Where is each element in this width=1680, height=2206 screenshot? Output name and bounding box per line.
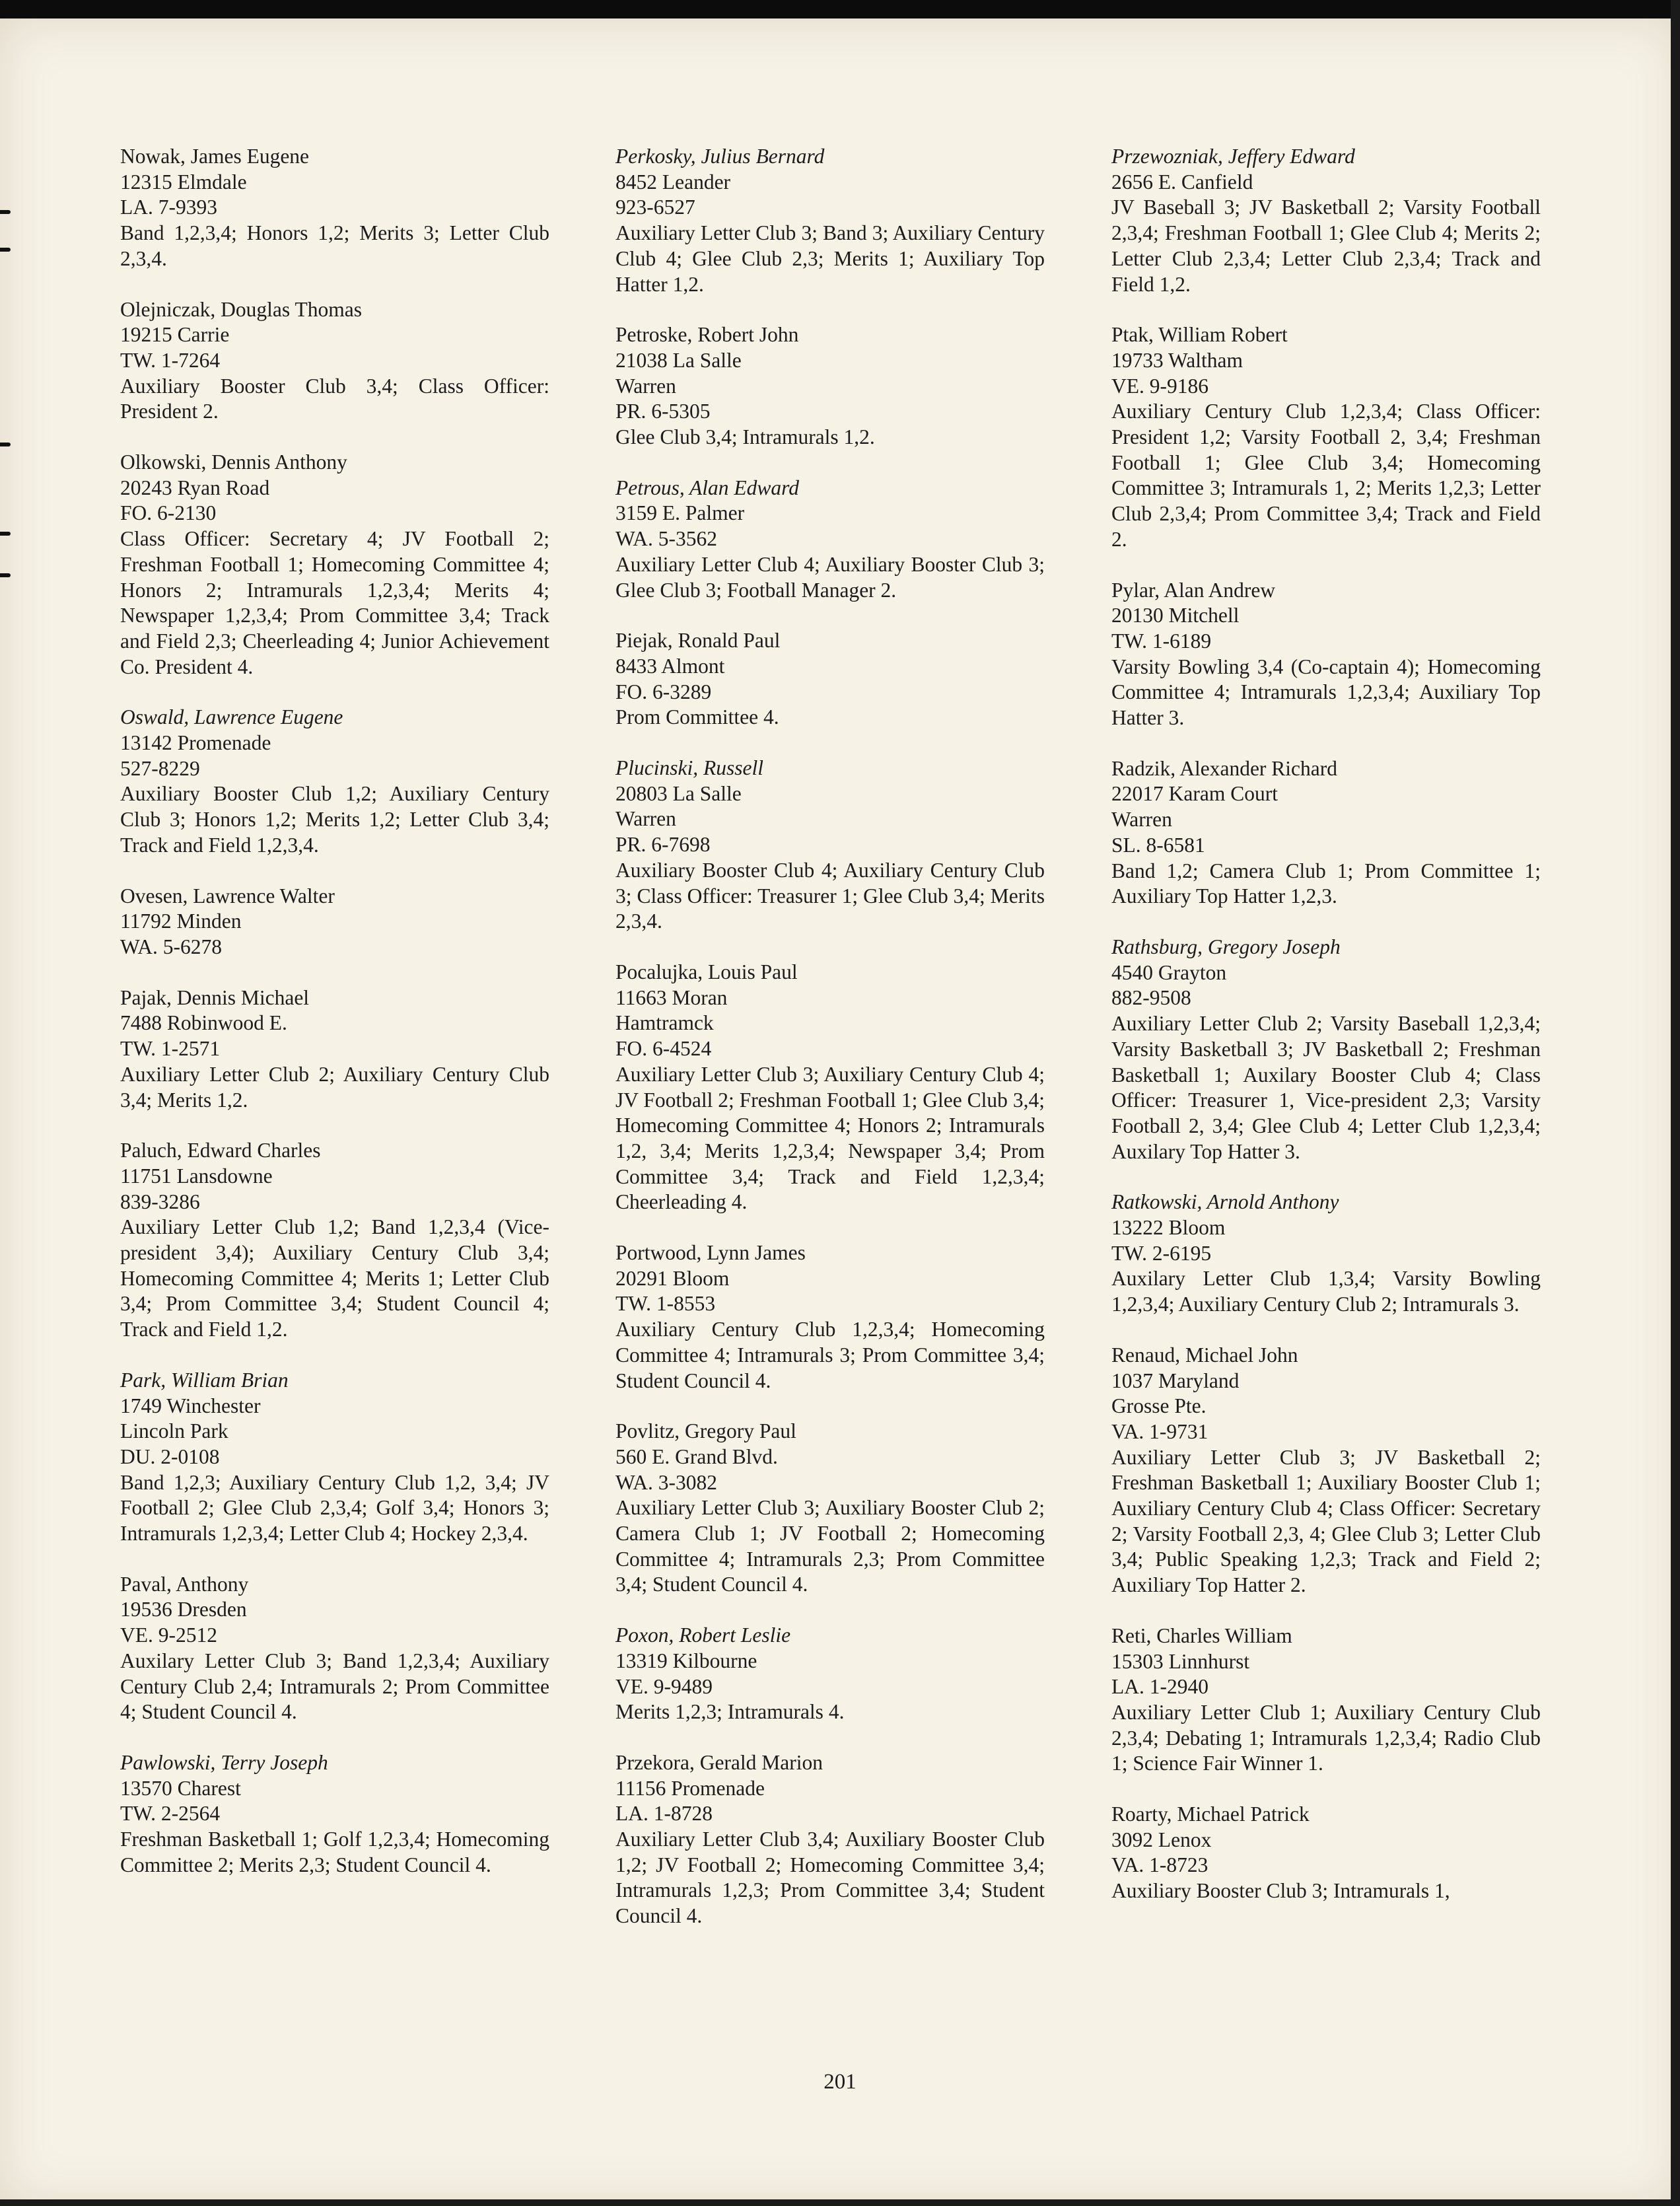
student-activities: Band 1,2,3; Auxiliary Century Club 1,2, 3,4; JV Football 2; Glee Club 2,3,4; Golf 3,4; Honors 3; Intramurals 1,2,3,4; Letter Club 4; Hockey 2,3,4. [120, 1470, 549, 1546]
student-entry [615, 960, 1045, 1215]
student-activities: Auxiliary Letter Club 1,2; Band 1,2,3,4 (Vice-president 3,4); Auxiliary Century Club 3,4; Homecoming Committee 4; Merits 1; Letter Club 3,4; Prom Committee 3,4; Student Council 4; Track and Field 1,2. [120, 1215, 549, 1341]
student-activities: Auxiliary Booster Club 3; Intramurals 1, [1111, 1879, 1450, 1903]
student-address: 13222 Bloom [1111, 1216, 1226, 1240]
student-name: Rathsburg, Gregory Joseph [1111, 935, 1341, 958]
student-name: Pylar, Alan Andrew [1111, 578, 1276, 602]
student-name: Park, William Brian [120, 1368, 289, 1392]
student-activities: JV Baseball 3; JV Basketball 2; Varsity Football 2,3,4; Freshman Football 1; Glee Club 4; Merits 2; Letter Club 2,3,4; Letter Club 2,3,4; Track and Field 1,2. [1111, 196, 1541, 296]
student-entry [1111, 756, 1541, 909]
student-phone: PR. 6-7698 [615, 833, 711, 857]
student-address: 12315 Elmdale [120, 170, 247, 194]
student-phone: SL. 8-6581 [1111, 833, 1205, 857]
student-entry [615, 628, 1045, 730]
student-phone: TW. 2-6195 [1111, 1241, 1212, 1265]
column-1 [120, 144, 549, 1903]
student-entry [615, 1623, 1045, 1725]
student-activities: Auxiliary Letter Club 3; JV Basketball 2; Freshman Basketball 1; Auxiliary Booster Club 1; Auxiliary Century Club 4; Class Officer: Secretary 2; Varsity Football 2,3, 4; Glee Club 3; Letter Club 3,4; Public Speaking 1,2,3; Track and Field 2; Auxiliary Top Hatter 2. [1111, 1445, 1541, 1597]
student-name: Oswald, Lawrence Eugene [120, 705, 343, 729]
student-address: 11663 Moran [615, 985, 728, 1009]
student-activities: Auxiliary Booster Club 1,2; Auxiliary Century Club 3; Honors 1,2; Merits 1,2; Letter Club 3,4; Track and Field 1,2,3,4. [120, 782, 549, 857]
student-phone: WA. 5-3562 [615, 527, 717, 551]
student-entry [615, 476, 1045, 604]
column-2 [615, 144, 1045, 1954]
student-name: Przekora, Gerald Marion [615, 1750, 823, 1774]
student-entry [615, 144, 1045, 297]
student-name: Paluch, Edward Charles [120, 1139, 321, 1162]
student-address: 20291 Bloom [615, 1266, 730, 1290]
student-name: Przewozniak, Jeffery Edward [1111, 145, 1355, 168]
student-address: 20803 La Salle [615, 781, 742, 805]
student-phone: WA. 3-3082 [615, 1470, 717, 1494]
student-name: Piejak, Ronald Paul [615, 629, 781, 653]
student-address: 560 E. Grand Blvd. [615, 1444, 778, 1468]
student-activities: Prom Committee 4. [615, 705, 779, 729]
student-address: 3092 Lenox [1111, 1828, 1212, 1851]
student-activities: Auxilary Letter Club 3; Band 1,2,3,4; Auxiliary Century Club 2,4; Intramurals 2; Prom Committee 4; Student Council 4. [120, 1649, 549, 1724]
student-entry [1111, 578, 1541, 731]
student-phone: TW. 1-6189 [1111, 629, 1212, 653]
student-address: 3159 E. Palmer [615, 501, 745, 525]
student-address: Warren [615, 374, 676, 398]
student-entry [120, 705, 549, 858]
student-phone: TW. 1-7264 [120, 348, 221, 372]
student-phone: 923-6527 [615, 196, 695, 219]
student-name: Roarty, Michael Patrick [1111, 1802, 1310, 1826]
binding-mark [0, 532, 11, 536]
student-phone: VA. 1-8723 [1111, 1853, 1208, 1877]
student-phone: LA. 1-8728 [615, 1802, 713, 1826]
student-address: 21038 La Salle [615, 348, 742, 372]
student-address: 11156 Promenade [615, 1776, 765, 1800]
student-address: 19536 Dresden [120, 1598, 247, 1621]
student-address: 8433 Almont [615, 654, 725, 678]
student-entry [120, 1572, 549, 1725]
student-activities: Merits 1,2,3; Intramurals 4. [615, 1700, 845, 1724]
student-activities: Auxiliary Letter Club 4; Auxiliary Booster Club 3; Glee Club 3; Football Manager 2. [615, 552, 1045, 602]
student-entry [120, 1750, 549, 1878]
binding-mark [0, 248, 11, 252]
student-entry [1111, 935, 1541, 1164]
student-entry [1111, 322, 1541, 552]
binding-mark [0, 443, 11, 446]
student-name: Petrous, Alan Edward [615, 476, 799, 499]
student-phone: FO. 6-4524 [615, 1037, 712, 1061]
student-activities: Class Officer: Secretary 4; JV Football 2; Freshman Football 1; Homecoming Committee 4; Honors 2; Intramurals 1,2,3,4; Merits 4; Newspaper 1,2,3,4; Prom Committee 3,4; Track and Field 2,3; Cheerleading 4; Junior Achievement Co. President 4. [120, 527, 549, 678]
student-name: Olkowski, Dennis Anthony [120, 450, 347, 474]
student-address: 4540 Grayton [1111, 960, 1227, 984]
student-entry [120, 450, 549, 680]
student-name: Ovesen, Lawrence Walter [120, 884, 335, 907]
student-entry [120, 1138, 549, 1343]
student-address: 19733 Waltham [1111, 348, 1243, 372]
scan-right-edge [1671, 0, 1680, 2206]
student-activities: Auxiliary Century Club 1,2,3,4; Class Officer: President 1,2; Varsity Football 2, 3,4; Freshman Football 1; Glee Club 3,4; Homecoming Committee 3; Intramurals 1, 2; Merits 1,2,3; Letter Club 2,3,4; Prom Committee 3,4; Track and Field 2. [1111, 400, 1541, 551]
student-address: 11751 Lansdowne [120, 1164, 273, 1188]
student-address: Hamtramck [615, 1011, 714, 1035]
student-activities: Auxiliary Century Club 1,2,3,4; Homecoming Committee 4; Intramurals 3; Prom Committee 3,4; Student Council 4. [615, 1318, 1045, 1392]
student-name: Povlitz, Gregory Paul [615, 1419, 796, 1443]
student-phone: FO. 6-3289 [615, 680, 712, 703]
student-entry [615, 1750, 1045, 1929]
student-name: Ptak, William Robert [1111, 323, 1288, 347]
yearbook-page [0, 18, 1680, 2206]
student-address: Warren [1111, 808, 1172, 832]
student-address: 13319 Kilbourne [615, 1649, 757, 1672]
student-entry [1111, 1802, 1541, 1904]
student-phone: VE. 9-2512 [120, 1623, 217, 1647]
student-activities: Auxiliary Booster Club 3,4; Class Officer: President 2. [120, 374, 549, 423]
student-activities: Auxiliary Booster Club 4; Auxiliary Century Club 3; Class Officer: Treasurer 1; Glee Club 3,4; Merits 2,3,4. [615, 858, 1045, 933]
student-address: 2656 E. Canfield [1111, 170, 1253, 194]
student-address: 11792 Minden [120, 909, 242, 933]
student-entry [120, 1368, 549, 1547]
student-address: 8452 Leander [615, 170, 731, 194]
student-activities: Band 1,2; Camera Club 1; Prom Committee 1; Auxiliary Top Hatter 1,2,3. [1111, 859, 1541, 908]
student-address: 20243 Ryan Road [120, 476, 270, 499]
student-activities: Varsity Bowling 3,4 (Co-captain 4); Homecoming Committee 4; Intramurals 1,2,3,4; Auxiliary Top Hatter 3. [1111, 655, 1541, 730]
student-phone: 527-8229 [120, 756, 200, 780]
student-phone: TW. 1-8553 [615, 1292, 716, 1316]
student-entry [120, 144, 549, 272]
student-name: Petroske, Robert John [615, 323, 799, 347]
student-name: Paval, Anthony [120, 1572, 249, 1596]
student-phone: LA. 7-9393 [120, 196, 217, 219]
student-entry [615, 756, 1045, 935]
student-address: Lincoln Park [120, 1419, 228, 1443]
student-name: Portwood, Lynn James [615, 1241, 806, 1265]
student-address: 15303 Linnhurst [1111, 1649, 1250, 1673]
student-entry [615, 1240, 1045, 1394]
student-address: 1749 Winchester [120, 1394, 261, 1417]
student-address: 7488 Robinwood E. [120, 1011, 287, 1035]
student-address: 13142 Promenade [120, 731, 271, 755]
scan-bottom-edge [0, 2199, 1680, 2206]
column-3 [1111, 144, 1541, 1929]
student-entry [1111, 1623, 1541, 1777]
student-activities: Auxiliary Letter Club 3; Auxiliary Century Club 4; JV Football 2; Freshman Football 1; Glee Club 3,4; Homecoming Committee 4; Honors 2; Intramurals 1,2, 3,4; Merits 1,2,3,4; Newspaper 3,4; Prom Committee 3,4; Track and Field 1,2,3,4; Cheerleading 4. [615, 1062, 1045, 1214]
student-name: Poxon, Robert Leslie [615, 1623, 791, 1647]
student-activities: Auxiliary Letter Club 2; Varsity Baseball 1,2,3,4; Varsity Basketball 3; JV Basketball 2; Freshman Basketball 1; Auxilary Booster Club 4; Class Officer: Treasurer 1, Vice-president 2,3; Varsity Football 2, 3,4; Glee Club 4; Letter Club 1,2,3,4; Auxilary Top Hatter 3. [1111, 1012, 1541, 1163]
student-phone: VE. 9-9489 [615, 1674, 713, 1698]
student-name: Reti, Charles William [1111, 1623, 1292, 1647]
student-name: Renaud, Michael John [1111, 1343, 1298, 1367]
student-entry [615, 1419, 1045, 1598]
student-name: Pawlowski, Terry Joseph [120, 1750, 328, 1774]
student-phone: WA. 5-6278 [120, 935, 222, 958]
student-entry [615, 322, 1045, 450]
student-address: 22017 Karam Court [1111, 782, 1278, 806]
student-activities: Band 1,2,3,4; Honors 1,2; Merits 3; Letter Club 2,3,4. [120, 221, 549, 270]
student-activities: Freshman Basketball 1; Golf 1,2,3,4; Homecoming Committee 2; Merits 2,3; Student Council 4. [120, 1828, 549, 1876]
student-activities: Auxiliary Letter Club 3; Auxiliary Booster Club 2; Camera Club 1; JV Football 2; Homecoming Committee 4; Intramurals 2,3; Prom Committee 3,4; Student Council 4. [615, 1496, 1045, 1596]
student-phone: FO. 6-2130 [120, 501, 217, 525]
student-phone: VE. 9-9186 [1111, 374, 1208, 398]
student-entry [120, 985, 549, 1114]
student-address: 1037 Maryland [1111, 1369, 1240, 1392]
student-entry [120, 297, 549, 425]
student-address: 13570 Charest [120, 1776, 241, 1800]
student-address: Warren [615, 807, 676, 831]
student-phone: VA. 1-9731 [1111, 1419, 1208, 1443]
student-name: Olejniczak, Douglas Thomas [120, 297, 362, 321]
student-name: Perkosky, Julius Bernard [615, 145, 825, 168]
student-phone: DU. 2-0108 [120, 1444, 220, 1468]
student-activities: Auxiliary Letter Club 3; Band 3; Auxiliary Century Club 4; Glee Club 2,3; Merits 1; Auxiliary Top Hatter 1,2. [615, 221, 1045, 296]
student-activities: Auxilary Letter Club 1,3,4; Varsity Bowling 1,2,3,4; Auxiliary Century Club 2; Intramurals 3. [1111, 1267, 1541, 1316]
student-phone: PR. 6-5305 [615, 400, 711, 423]
page-number: 201 [823, 2070, 857, 2094]
student-name: Pajak, Dennis Michael [120, 985, 310, 1009]
scan-top-edge [0, 0, 1680, 20]
student-entry [120, 884, 549, 960]
binding-mark [0, 573, 11, 577]
student-name: Pocalujka, Louis Paul [615, 960, 798, 983]
student-phone: 839-3286 [120, 1190, 200, 1213]
student-name: Ratkowski, Arnold Anthony [1111, 1190, 1339, 1214]
student-phone: 882-9508 [1111, 986, 1191, 1010]
student-activities: Auxiliary Letter Club 3,4; Auxiliary Booster Club 1,2; JV Football 2; Homecoming Committee 3,4; Intramurals 1,2,3; Prom Committee 3,4; Student Council 4. [615, 1828, 1045, 1928]
student-activities: Auxiliary Letter Club 2; Auxiliary Century Club 3,4; Merits 1,2. [120, 1062, 549, 1112]
student-entry [1111, 1190, 1541, 1318]
student-entry [1111, 144, 1541, 297]
student-entry [1111, 1343, 1541, 1598]
student-name: Nowak, James Eugene [120, 145, 310, 168]
student-phone: LA. 1-2940 [1111, 1675, 1208, 1699]
student-name: Radzik, Alexander Richard [1111, 756, 1338, 780]
student-phone: TW. 1-2571 [120, 1037, 221, 1061]
student-address: 20130 Mitchell [1111, 604, 1240, 627]
student-name: Plucinski, Russell [615, 756, 763, 780]
student-address: 19215 Carrie [120, 323, 230, 347]
student-address: Grosse Pte. [1111, 1394, 1207, 1418]
binding-mark [0, 210, 11, 214]
student-activities: Glee Club 3,4; Intramurals 1,2. [615, 425, 875, 449]
student-activities: Auxiliary Letter Club 1; Auxiliary Century Club 2,3,4; Debating 1; Intramurals 1,2,3,4; Radio Club 1; Science Fair Winner 1. [1111, 1700, 1541, 1775]
student-phone: TW. 2-2564 [120, 1802, 221, 1826]
